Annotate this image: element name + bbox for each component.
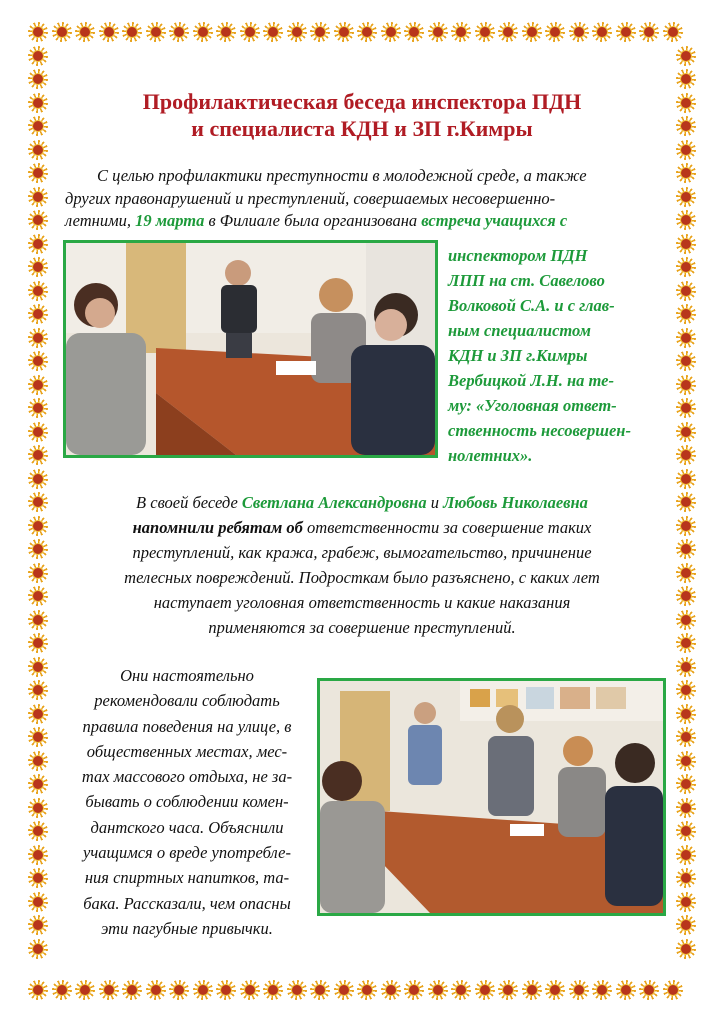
recommendation-line: общественных местах, мес- [86,741,288,761]
sun-ornament-icon [122,22,142,42]
sun-ornament-icon [676,46,696,66]
sun-ornament-icon [240,22,260,42]
sun-ornament-icon [676,845,696,865]
sun-ornament-icon [498,980,518,1000]
sun-ornament-icon [146,22,166,42]
sun-ornament-icon [146,980,166,1000]
recommendation-line: ния спиртных напитков, та- [84,868,290,888]
sun-ornament-icon [334,22,354,42]
sun-ornament-icon [522,22,542,42]
sun-ornament-icon [28,845,48,865]
sun-ornament-icon [75,22,95,42]
conversation-line-5: наступает уголовная ответственность и какие наказания [153,593,571,612]
sun-ornament-icon [28,821,48,841]
side-text-line: нолетних». [448,446,533,465]
sun-ornament-icon [676,375,696,395]
sun-ornament-icon [28,633,48,653]
sun-ornament-icon [28,798,48,818]
sun-ornament-icon [216,980,236,1000]
sun-ornament-icon [240,980,260,1000]
recommendation-line: Они настоятельно [120,666,254,685]
sun-ornament-icon [28,46,48,66]
page-title [60,88,664,142]
side-text-line: ственность несовершен- [448,421,631,440]
sun-ornament-icon [357,980,377,1000]
sun-ornament-icon [28,281,48,301]
sun-ornament-icon [676,915,696,935]
recommendation-line: бака. Рассказали, чем опасны [83,893,291,913]
meeting-participants-text [448,243,658,468]
photo-meeting-2 [317,678,666,916]
sun-ornament-icon [428,980,448,1000]
title-line-2: и специалиста КДН и ЗП г.Кимры [191,116,533,141]
sun-ornament-icon [475,22,495,42]
sun-ornament-icon [28,939,48,959]
sun-ornament-icon [28,187,48,207]
sun-ornament-icon [193,980,213,1000]
sun-ornament-icon [676,727,696,747]
side-text-line: инспектором ПДН [448,246,588,265]
sun-ornament-icon [676,633,696,653]
side-text-line: му: «Уголовная ответ- [448,396,617,415]
sun-ornament-icon [28,163,48,183]
side-text-line: ным специалистом [448,321,591,340]
sun-ornament-icon [263,980,283,1000]
sun-ornament-icon [28,445,48,465]
sun-ornament-icon [169,980,189,1000]
sun-ornament-icon [287,980,307,1000]
intro-line-3 [65,210,657,233]
sun-ornament-icon [28,586,48,606]
sun-ornament-icon [663,980,683,1000]
sun-ornament-icon [676,657,696,677]
sun-ornament-icon [569,22,589,42]
sun-ornament-icon [676,187,696,207]
speaker-name-1: Светлана Александровна [241,493,427,512]
sun-ornament-icon [676,445,696,465]
sun-ornament-icon [28,257,48,277]
sun-ornament-icon [616,980,636,1000]
sun-ornament-icon [676,563,696,583]
conversation-lead: В своей беседе [136,493,242,512]
sun-ornament-icon [381,980,401,1000]
recommendation-line: тах массового отдыха, не за- [81,767,293,787]
sun-ornament-icon [545,22,565,42]
sun-ornament-icon [569,980,589,1000]
event-date: 19 марта [135,211,205,230]
sun-ornament-icon [676,163,696,183]
sun-ornament-icon [475,980,495,1000]
title-line-1: Профилактическая беседа инспектора ПДН [142,89,582,114]
sun-ornament-icon [28,210,48,230]
sun-ornament-icon [75,980,95,1000]
speaker-name-2: Любовь Николаевна [443,493,588,512]
sun-ornament-icon [310,22,330,42]
sun-ornament-icon [381,22,401,42]
sun-ornament-icon [263,22,283,42]
sun-ornament-icon [616,22,636,42]
photo-meeting-1-image [66,243,435,455]
sun-ornament-icon [592,22,612,42]
sun-ornament-icon [28,351,48,371]
sun-ornament-icon [99,22,119,42]
sun-ornament-icon [639,980,659,1000]
sun-ornament-icon [28,727,48,747]
sun-ornament-icon [28,704,48,724]
sun-ornament-icon [287,22,307,42]
conversation-line-3: преступлений, как кража, грабеж, вымогательство, причинение [132,543,592,562]
sun-ornament-icon [676,304,696,324]
reminded-phrase: напомнили ребятам об [132,518,303,537]
recommendation-line: правила поведения на улице, в [82,716,292,736]
photo-meeting-2-image [320,681,663,913]
sun-ornament-icon [334,980,354,1000]
sun-ornament-icon [28,328,48,348]
intro-line-3-middle: в Филиале была организована [204,211,422,230]
sun-ornament-icon [676,422,696,442]
sun-ornament-icon [52,980,72,1000]
sun-ornament-icon [676,140,696,160]
sun-ornament-icon [676,469,696,489]
sun-ornament-icon [28,93,48,113]
sun-ornament-icon [28,915,48,935]
sun-ornament-icon [28,398,48,418]
sun-ornament-icon [676,93,696,113]
sun-ornament-icon [28,492,48,512]
sun-ornament-icon [28,892,48,912]
side-text-line: ЛПП на ст. Савелово [448,271,605,290]
conversation-line-2 [60,515,664,540]
sun-ornament-icon [52,22,72,42]
sun-ornament-icon [310,980,330,1000]
intro-line-1: С целью профилактики преступности в молодежной среде, а также [97,166,587,185]
conversation-line-4: телесных повреждений. Подросткам было разъяснено, с каких лет [124,568,600,587]
conversation-line-6: применяются за совершение преступлений. [208,618,516,637]
sun-ornament-icon [28,469,48,489]
sun-ornament-icon [676,892,696,912]
sun-ornament-icon [28,610,48,630]
conversation-line-2-rest: ответственности за совершение таких [302,518,592,537]
sun-ornament-icon [522,980,542,1000]
intro-line-2: других правонарушений и преступлений, совершаемых несовершенно- [65,188,556,208]
sun-ornament-icon [676,210,696,230]
sun-ornament-icon [676,257,696,277]
sun-ornament-icon [676,751,696,771]
recommendations-paragraph [62,663,312,941]
sun-ornament-icon [193,22,213,42]
sun-ornament-icon [28,116,48,136]
sun-ornament-icon [676,351,696,371]
sun-ornament-icon [545,980,565,1000]
conjunction: и [426,493,444,512]
recommendation-line: эти пагубные привычки. [101,918,273,938]
sun-ornament-icon [676,868,696,888]
sun-ornament-icon [428,22,448,42]
recommendation-line: рекомендовали соблюдать [94,691,280,711]
sun-ornament-icon [676,610,696,630]
sun-ornament-icon [676,234,696,254]
sun-ornament-icon [498,22,518,42]
sun-ornament-icon [28,304,48,324]
sun-ornament-icon [451,980,471,1000]
sun-ornament-icon [676,821,696,841]
sun-ornament-icon [676,939,696,959]
sun-ornament-icon [676,69,696,89]
sun-ornament-icon [404,22,424,42]
meeting-highlight: встреча учащихся с [421,211,568,230]
sun-ornament-icon [676,516,696,536]
sun-ornament-icon [676,586,696,606]
sun-ornament-icon [676,680,696,700]
sun-ornament-icon [676,328,696,348]
sun-ornament-icon [99,980,119,1000]
sun-ornament-icon [28,868,48,888]
sun-ornament-icon [122,980,142,1000]
recommendation-line: дантского часа. Объяснили [90,817,284,837]
photo-meeting-1 [63,240,438,458]
sun-ornament-icon [639,22,659,42]
sun-ornament-icon [28,657,48,677]
intro-line-3-start: летними, [65,211,136,230]
sun-ornament-icon [169,22,189,42]
sun-ornament-icon [28,22,48,42]
sun-ornament-icon [451,22,471,42]
sun-ornament-icon [676,539,696,559]
sun-ornament-icon [216,22,236,42]
conversation-line-1 [60,490,664,515]
sun-ornament-icon [663,22,683,42]
sun-ornament-icon [28,539,48,559]
sun-ornament-icon [592,980,612,1000]
sun-ornament-icon [676,774,696,794]
sun-ornament-icon [28,234,48,254]
sun-ornament-icon [28,422,48,442]
sun-ornament-icon [28,516,48,536]
intro-paragraph [65,165,657,233]
sun-ornament-icon [28,69,48,89]
sun-ornament-icon [676,704,696,724]
side-text-line: Волковой С.А. и с глав- [448,296,615,315]
sun-ornament-icon [28,680,48,700]
sun-ornament-icon [28,563,48,583]
recommendation-line: бывать о соблюдении комен- [85,792,289,812]
side-text-line: КДН и ЗП г.Кимры [448,346,588,365]
sun-ornament-icon [28,980,48,1000]
conversation-paragraph [60,490,664,640]
sun-ornament-icon [676,798,696,818]
sun-ornament-icon [28,375,48,395]
sun-ornament-icon [28,751,48,771]
sun-ornament-icon [676,398,696,418]
recommendation-line: учащимся о вреде употребле- [83,843,291,863]
sun-ornament-icon [676,281,696,301]
sun-ornament-icon [404,980,424,1000]
side-text-line: Вербицкой Л.Н. на те- [448,371,614,390]
sun-ornament-icon [28,774,48,794]
sun-ornament-icon [28,140,48,160]
sun-ornament-icon [357,22,377,42]
sun-ornament-icon [676,116,696,136]
sun-ornament-icon [676,492,696,512]
